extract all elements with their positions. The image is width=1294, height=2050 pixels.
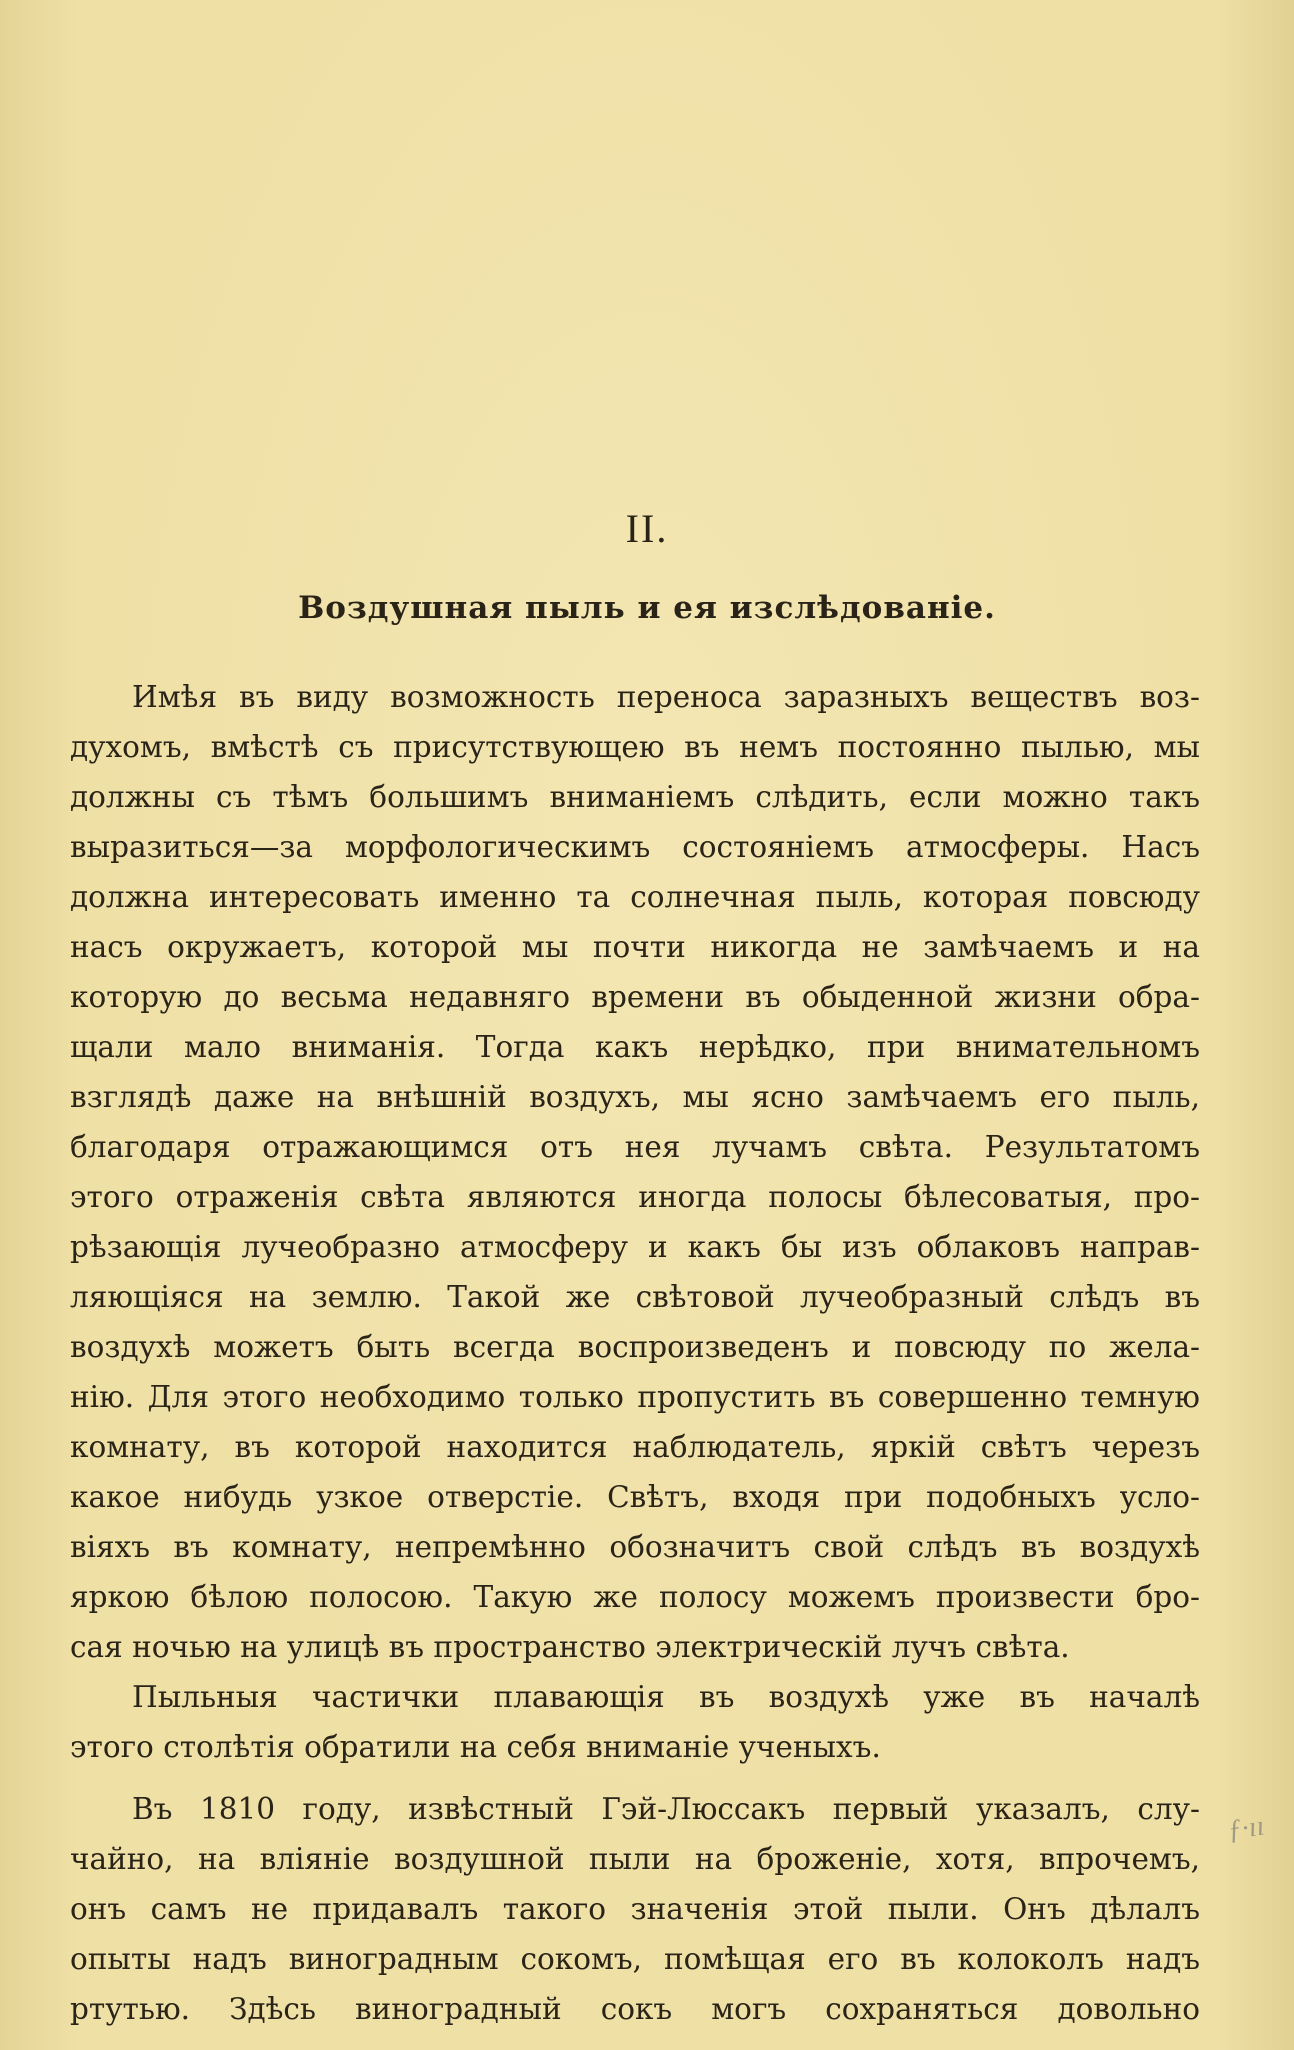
chapter-title: Воздушная пыль и ея изслѣдованіе. [298, 590, 996, 626]
body-text [70, 672, 1200, 2034]
text-line: должны съ тѣмъ большимъ вниманіемъ слѣдить, если можно такъ [70, 780, 1200, 814]
text-line: щали мало вниманія. Тогда какъ нерѣдко, при внимательномъ [70, 1030, 1200, 1064]
text-line: воздухѣ можетъ быть всегда воспроизведенъ и повсюду по жела- [70, 1330, 1200, 1364]
text-line: должна интересовать именно та солнечная пыль, которая повсюду [70, 880, 1200, 914]
text-line: этого столѣтія обратили на себя вниманіе ученыхъ. [70, 1730, 881, 1764]
handwritten-margin-mark: ƒ·ıı [1225, 1810, 1267, 1847]
paragraph [70, 672, 1200, 1672]
text-line: чайно, на вліяніе воздушной пыли на броженіе, хотя, впрочемъ, [70, 1842, 1200, 1876]
text-line: комнату, въ которой находится наблюдатель, яркій свѣтъ черезъ [70, 1430, 1200, 1464]
paragraph [70, 1672, 1200, 1772]
text-line: Пыльныя частички плавающія въ воздухѣ уже въ началѣ [132, 1680, 1200, 1714]
text-line: Въ 1810 году, извѣстный Гэй-Люссакъ первый указалъ, слу- [132, 1792, 1200, 1826]
paragraph [70, 1784, 1200, 2034]
text-line: какое нибудь узкое отверстіе. Свѣтъ, входя при подобныхъ усло- [70, 1480, 1200, 1514]
text-line: яркою бѣлою полосою. Такую же полосу можемъ произвести бро- [70, 1580, 1200, 1614]
text-line: насъ окружаетъ, которой мы почти никогда не замѣчаемъ и на [70, 930, 1200, 964]
text-line: которую до весьма недавняго времени въ обыденной жизни обра- [70, 980, 1200, 1014]
text-line: выразиться—за морфологическимъ состояніемъ атмосферы. Насъ [70, 830, 1200, 864]
text-line: ляющіяся на землю. Такой же свѣтовой лучеобразный слѣдъ въ [70, 1280, 1200, 1314]
text-line: духомъ, вмѣстѣ съ присутствующею въ немъ постоянно пылью, мы [70, 730, 1200, 764]
text-line: ртутью. Здѣсь виноградный сокъ могъ сохраняться довольно [70, 1992, 1200, 2026]
chapter-number: II. [625, 506, 669, 551]
text-line: рѣзающія лучеобразно атмосферу и какъ бы изъ облаковъ направ- [70, 1230, 1200, 1264]
text-line: віяхъ въ комнату, непремѣнно обозначитъ свой слѣдъ въ воздухѣ [70, 1530, 1200, 1564]
text-line: Имѣя въ виду возможность переноса заразныхъ веществъ воз- [132, 680, 1200, 714]
text-line: взглядѣ даже на внѣшній воздухъ, мы ясно замѣчаемъ его пыль, [70, 1080, 1200, 1114]
paragraph-gap [70, 1772, 1200, 1784]
text-line: этого отраженія свѣта являются иногда полосы бѣлесоватыя, про- [70, 1180, 1200, 1214]
text-line: онъ самъ не придавалъ такого значенія этой пыли. Онъ дѣлалъ [70, 1892, 1200, 1926]
text-line: сая ночью на улицѣ въ пространство электрическій лучъ свѣта. [70, 1630, 1070, 1664]
text-line: опыты надъ виноградным сокомъ, помѣщая его въ колоколъ надъ [70, 1942, 1200, 1976]
text-line: благодаря отражающимся отъ нея лучамъ свѣта. Результатомъ [70, 1130, 1200, 1164]
text-line: нію. Для этого необходимо только пропустить въ совершенно темную [70, 1380, 1200, 1414]
